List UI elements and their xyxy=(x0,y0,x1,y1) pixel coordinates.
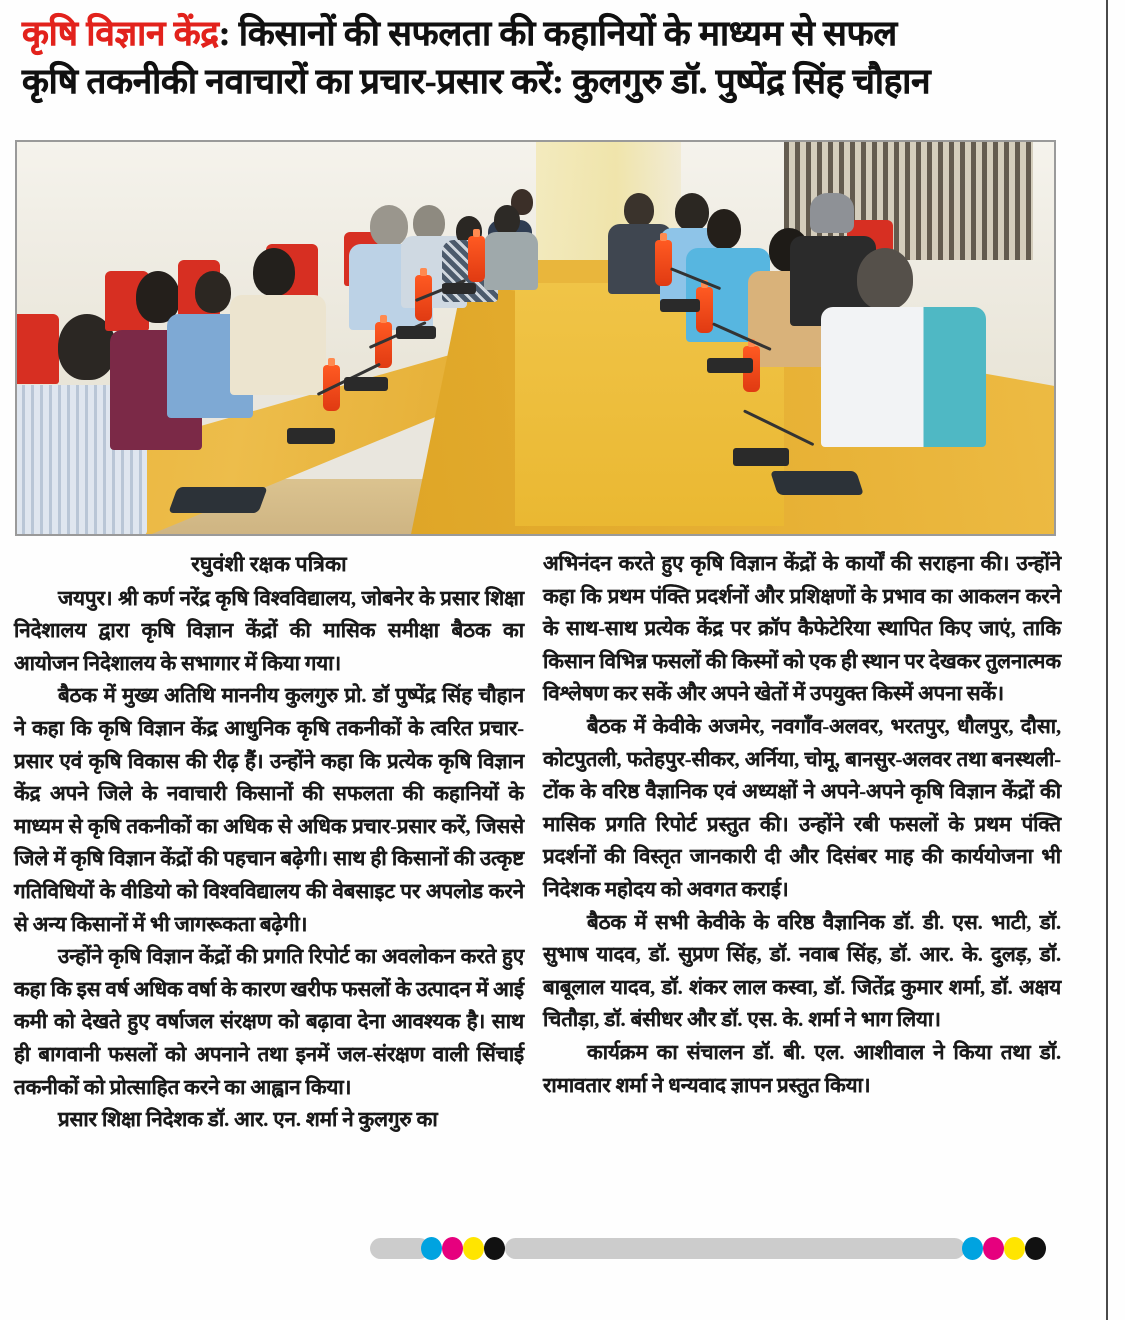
photo-microphone-base xyxy=(287,428,335,444)
paragraph: बैठक में केवीके अजमेर, नवगाँव-अलवर, भरतपुर, धौलपुर, दौसा, कोटपुतली, फतेहपुर-सीकर, अर्निया, चोमू, बानसुर-अलवर तथा बनस्थली-टोंक के वरिष्ठ वैज्ञानिक एवं अध्यक्षों ने अपने-अपने कृषि विज्ञान केंद्रों की मासिक प्रगति रिपोर्ट प्रस्तुत की। उन्होंने रबी फसलों के प्रथम पंक्ति प्रदर्शनों की विस्तृत जानकारी दी और दिसंबर माह की कार्ययोजना भी निदेशक महोदय को अवगत कराई। xyxy=(543,715,1061,901)
paragraph: अभिनंदन करते हुए कृषि विज्ञान केंद्रों के कार्यों की सराहना की। उन्होंने कहा कि प्रथम पंक्ति प्रदर्शनों और प्रशिक्षणों के प्रभाव का आकलन करने के साथ-साथ प्रत्येक केंद्र पर क्रॉप कैफेटेरिया स्थापित किए जाएं, ताकि किसान विभिन्न फसलों की किस्मों को एक ही स्थान पर देखकर तुलनात्मक विश्लेषण कर सकें और अपने खेतों में उपयुक्त किस्में अपना सकें। xyxy=(543,553,1061,706)
registration-dot-magenta xyxy=(983,1237,1004,1260)
photo-microphone-base xyxy=(733,448,789,466)
photo-microphone-base xyxy=(660,299,700,312)
photo-person-head xyxy=(370,205,408,247)
registration-dot-cyan xyxy=(421,1237,442,1260)
photo-water-bottle xyxy=(468,236,485,282)
photo-person-head xyxy=(675,193,709,231)
paragraph: उन्होंने कृषि विज्ञान केंद्रों की प्रगति रिपोर्ट का अवलोकन करते हुए कहा कि इस वर्ष अधिक वर्षा के कारण खरीफ फसलों के उत्पादन में आई कमी को देखते हुए वर्षाजल संरक्षण को बढ़ावा देना आवश्यक है। साथ ही बागवानी फसलों को अपनाने तथा इनमें जल-संरक्षण वाली सिंचाई तकनीकों को प्रोत्साहित करने का आह्वान किया। xyxy=(14,946,524,1099)
paragraph: बैठक में मुख्य अतिथि माननीय कुलगुरु प्रो. डॉ पुष्पेंद्र सिंह चौहान ने कहा कि कृषि विज्ञान केंद्र आधुनिक कृषि तकनीकों के त्वरित प्रचार-प्रसार एवं कृषि विकास की रीढ़ हैं। उन्होंने कहा कि प्रत्येक कृषि विज्ञान केंद्र अपने जिले के नवाचारी किसानों की सफलता की कहानियों के माध्यम से कृषि तकनीकों का अधिक से अधिक प्रचार-प्रसार करें, जिससे जिले में कृषि विज्ञान केंद्रों की पहचान बढ़ेगी। साथ ही किसानों की उत्कृष्ट गतिविधियों के वीडियो को विश्वविद्यालय की वेबसाइट पर अपलोड करने से अन्य किसानों में भी जागरूकता बढ़ेगी। xyxy=(14,685,524,936)
photo-water-bottle xyxy=(655,240,672,286)
headline xyxy=(22,8,1082,108)
photo-person-head xyxy=(494,205,520,235)
photo-person-head xyxy=(810,193,854,233)
headline-line-2: कृषि तकनीकी नवाचारों का प्रचार-प्रसार करें: कुलगुरु डॉ. पुष्पेंद्र सिंह चौहान xyxy=(22,62,931,101)
page-edge-rule xyxy=(1106,0,1108,1320)
headline-line-1-rest: किसानों की सफलता की कहानियों के माध्यम से सफल xyxy=(230,14,897,53)
registration-dot-magenta xyxy=(442,1237,463,1260)
registration-dot-yellow xyxy=(1004,1237,1025,1260)
photo-microphone-base xyxy=(396,326,436,339)
masthead-byline: रघुवंशी रक्षक पत्रिका xyxy=(191,552,347,576)
photo-tablet xyxy=(168,487,267,513)
photo-microphone-base xyxy=(707,358,753,373)
photo-chair xyxy=(17,314,59,384)
registration-mark-strip xyxy=(0,1236,1125,1266)
photo-scene xyxy=(17,142,1054,534)
paragraph: जयपुर। श्री कर्ण नरेंद्र कृषि विश्वविद्यालय, जोबनेर के प्रसार शिक्षा निदेशालय द्वारा कृषि विज्ञान केंद्रों की मासिक समीक्षा बैठक का आयोजन निदेशालय के सभागार में किया गया। xyxy=(14,587,524,675)
registration-dot-yellow xyxy=(463,1237,484,1260)
photo-tablet xyxy=(770,471,864,495)
photo-person-head xyxy=(195,271,231,313)
paragraph: प्रसार शिक्षा निदेशक डॉ. आर. एन. शर्मा ने कुलगुरु का xyxy=(58,1109,438,1132)
article-left-column xyxy=(14,548,524,1137)
photo-person-body xyxy=(484,232,538,290)
photo-person-head xyxy=(253,248,295,296)
article-photo xyxy=(15,140,1056,536)
photo-person-head xyxy=(624,193,654,227)
headline-lead-label: कृषि विज्ञान केंद्र xyxy=(22,14,219,53)
article-right-column xyxy=(543,548,1061,1102)
registration-bar xyxy=(505,1238,965,1259)
paragraph: बैठक में सभी केवीके के वरिष्ठ वैज्ञानिक डॉ. डी. एस. भाटी, डॉ. सुभाष यादव, डॉ. सुप्रण सिंह, डॉ. नवाब सिंह, डॉ. आर. के. दुलड़, डॉ. बाबूलाल यादव, डॉ. शंकर लाल कस्वा, डॉ. जितेंद्र कुमार शर्मा, डॉ. अक्षय चितौड़ा, डॉ. बंसीधर और डॉ. एस. के. शर्मा ने भाग लिया। xyxy=(543,911,1061,1032)
photo-person-body xyxy=(821,307,986,447)
headline-colon: : xyxy=(218,14,231,53)
photo-microphone-base xyxy=(442,283,476,294)
paragraph: कार्यक्रम का संचालन डॉ. बी. एल. आशीवाल ने किया तथा डॉ. रामावतार शर्मा ने धन्यवाद ज्ञापन प्रस्तुत किया। xyxy=(543,1041,1061,1097)
photo-person-body xyxy=(230,295,326,395)
registration-dot-black xyxy=(484,1237,505,1260)
headline-line-1 xyxy=(22,8,1082,60)
photo-person-head xyxy=(857,248,913,310)
photo-person-head xyxy=(707,209,741,249)
registration-dot-cyan xyxy=(962,1237,983,1260)
photo-microphone-base xyxy=(344,377,388,391)
registration-dot-black xyxy=(1025,1237,1046,1260)
